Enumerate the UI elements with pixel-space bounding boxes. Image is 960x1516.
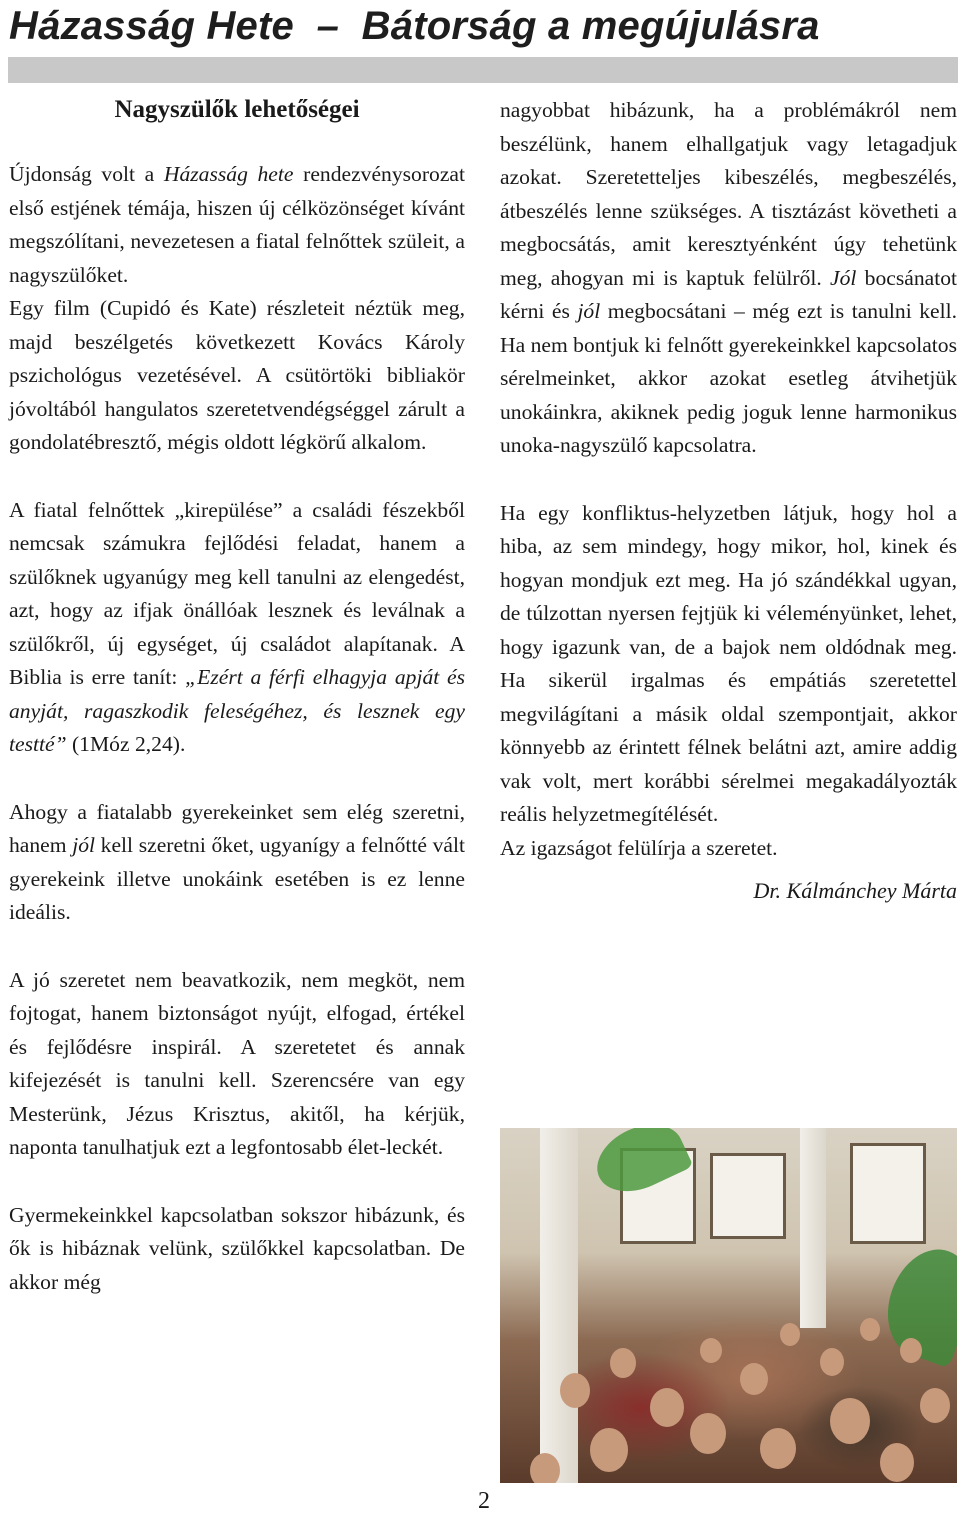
paragraph-forgiveness: [500, 94, 957, 463]
paragraph-loving-well: [9, 796, 465, 930]
audience-head: [530, 1453, 560, 1483]
photo-window: [850, 1143, 926, 1244]
photo-window: [710, 1153, 786, 1239]
audience-head: [830, 1398, 870, 1444]
page-number: 2: [478, 1488, 490, 1514]
italic-text: Jól: [830, 265, 857, 290]
audience-head: [860, 1318, 880, 1341]
paragraph-gap: [500, 463, 957, 497]
text-segment: megbocsátani – még ezt is tanulni kell. Ha nem bontjuk ki felnőtt gyerekeinkkel kapcsolatos sérelmeinket, akkor azokat esetleg átvihetjük unokáinkra, akiknek pedig joguk lenne harmonikus unoka-nagyszülő kapcsolatra.: [500, 299, 958, 457]
right-column: [500, 92, 957, 907]
audience-head: [740, 1363, 768, 1395]
paragraph-mistakes: Gyermekeinkkel kapcsolatban sokszor hibázunk, és ők is hibáznak velünk, szülőkkel kapcsolatban. De akkor még: [9, 1202, 465, 1294]
paragraph-conflict: Ha egy konfliktus-helyzetben látjuk, hogy hol a hiba, az sem mindegy, hogy mikor, hol, kinek és hogyan mondjuk ezt meg. Ha jó szándékkal ugyan, de túlzottan nyersen fejtjük ki véleményünket, lehet, hogy igazunk van, de a bajok nem oldódnak meg. Ha sikerül irgalmas és empátiás szeretettel megvilágítani a másik oldal szempontjait, akkor könnyebb az érintett félnek belátni azt, amire addig vak volt, mert korábbi sérelmei megakadályozták reális helyzetmegítélését.: [500, 500, 957, 826]
text-segment: bocsánatot kérni és: [500, 265, 957, 323]
audience-head: [880, 1443, 914, 1482]
section-heading: Nagyszülők lehetőségei: [114, 96, 360, 123]
page-title: Házasság Hete – Bátorság a megújulásra: [9, 4, 820, 48]
bible-quote: „Ezért a férfi elhagyja apját és anyját, ragaszkodik feleségéhez, és lesznek egy testté”: [9, 665, 465, 756]
text-segment: Újdonság volt a: [9, 162, 164, 186]
audience-head: [560, 1373, 590, 1408]
paragraph-intro: [9, 158, 465, 292]
text-segment: kell szeretni őket, ugyanígy a felnőtté vált gyerekeink illetve unokáink esetében is ez lenne ideális.: [9, 833, 465, 924]
paragraph-conclusion: Az igazságot felülírja a szeretet.: [500, 835, 778, 860]
paragraph-good-love: A jó szeretet nem beavatkozik, nem megköt, nem fojtogat, hanem biztonságot nyújt, elfogad, értékel és fejlődésre inspirál. A szeretetet és annak kifejezését is tanulni kell. Szerencsére van egy Mesterünk, Jézus Krisztus, akitől, ha kérjük, naponta tanulhatjuk ezt a legfontosabb élet-leckét.: [9, 967, 465, 1159]
audience-head: [900, 1338, 922, 1363]
event-photo: [500, 1128, 957, 1483]
audience-head: [610, 1348, 636, 1378]
photo-audience: [500, 1278, 957, 1483]
text-segment: Ahogy a fiatalabb gyerekeinket sem elég szeretni, hanem: [9, 799, 465, 857]
left-column: [9, 92, 465, 1299]
audience-head: [820, 1348, 844, 1376]
author-signature: Dr. Kálmánchey Márta: [753, 878, 957, 903]
audience-head: [650, 1388, 684, 1427]
paragraph-gap: [9, 460, 465, 494]
paragraph-film: Egy film (Cupidó és Kate) részleteit néztük meg, majd beszélgetés következett Kovács Károly pszichológus vezetésével. A csütörtöki bibliakör jóvoltából hangulatos szeretetvendégséggel zárult a gondolatébresztő, mégis oldott légkörű alkalom.: [9, 296, 465, 454]
text-segment: nagyobbat hibázunk, ha a problémákról nem beszélünk, hanem elhallgatjuk vagy letagadjuk azokat. Szeretetteljes kibeszélés, megbeszélés, átbeszélés lenne szükséges. A tisztázást követheti a megbocsátás, amit keresztyénként úgy tehetünk meg, ahogyan mi is kaptuk felülről.: [500, 98, 957, 290]
paragraph-leaving-nest: [9, 494, 465, 762]
text-segment: A fiatal felnőttek „kirepülése” a családi fészekből nemcsak számukra fejlődési feladat, hanem a szülőknek ugyanúgy meg kell tanulni az elengedést, azt, hogy az ifjak önállóak lesznek és leválnak a szülőkről, új egységet, új családot alapítanak. A Biblia is erre tanít:: [9, 497, 465, 689]
audience-head: [690, 1413, 726, 1454]
text-segment: rendezvénysorozat első estjének témája, hiszen új célközönséget kívánt megszólítani, nevezetesen a fiatal felnőttek szüleit, a nagyszülőket.: [9, 162, 465, 287]
title-bar: [8, 57, 958, 83]
text-segment: (1Móz 2,24).: [66, 732, 186, 756]
audience-head: [700, 1338, 722, 1363]
italic-text: jól: [72, 833, 96, 857]
paragraph-gap: [9, 1165, 465, 1199]
audience-head: [760, 1428, 796, 1469]
audience-head: [780, 1323, 800, 1346]
italic-text: jól: [577, 299, 601, 323]
paragraph-gap: [9, 762, 465, 796]
audience-head: [590, 1428, 628, 1472]
italic-text: Házasság hete: [163, 162, 294, 186]
paragraph-gap: [9, 930, 465, 964]
audience-head: [920, 1388, 950, 1423]
